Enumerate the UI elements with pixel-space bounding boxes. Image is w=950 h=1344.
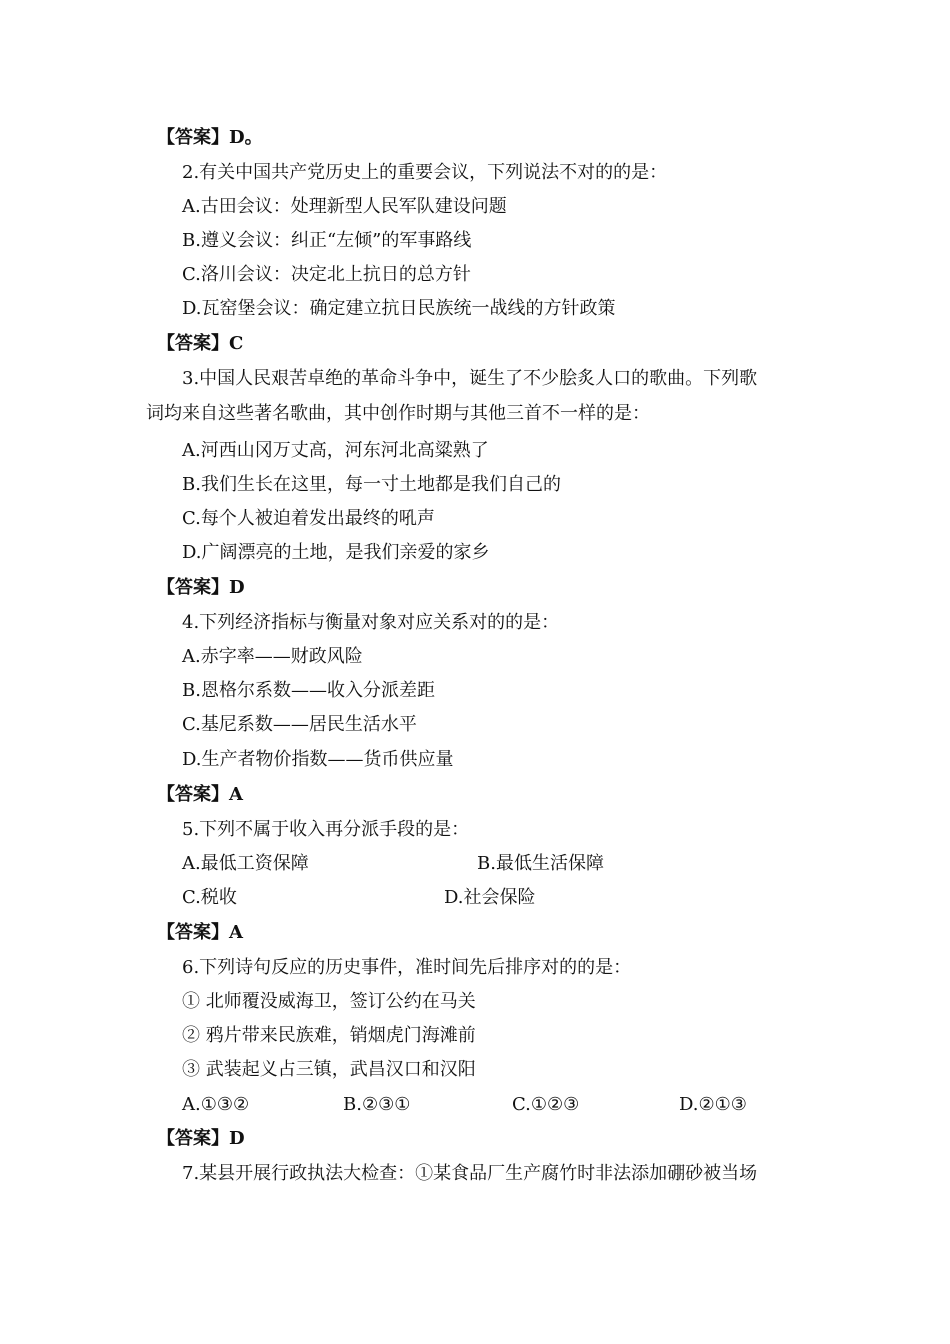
question-4-option-d: D.生产者物价指数——货币供应量 (182, 749, 454, 770)
answer-label: 【答案】 (157, 577, 229, 598)
question-4-option-a: A.赤字率——财政风险 (182, 646, 363, 667)
question-3-stem-line-2: 词均来自这些著名歌曲，其中创作时期与其他三首不一样的是： (146, 403, 650, 424)
answer-value: C (229, 333, 244, 354)
question-3-option-d: D.广阔漂亮的土地，是我们亲爱的家乡 (182, 542, 490, 563)
answer-5 (157, 921, 243, 945)
question-6-item-3: ③ 武装起义占三镇，武昌汉口和汉阳 (182, 1059, 476, 1080)
answer-4 (157, 783, 243, 807)
question-4-option-c: C.基尼系数——居民生活水平 (182, 714, 417, 735)
question-6-item-1: ① 北师覆没威海卫，签订公约在马关 (182, 991, 476, 1012)
question-6-option-d: D.②①③ (679, 1094, 747, 1115)
question-3-stem-line-1: 3.中国人民艰苦卓绝的革命斗争中，诞生了不少脍炙人口的歌曲。下列歌 (182, 368, 758, 389)
question-2-option-d: D.瓦窑堡会议：确定建立抗日民族统一战线的方针政策 (182, 298, 616, 319)
answer-label: 【答案】 (157, 1128, 229, 1149)
question-2-option-a: A.古田会议：处理新型人民军队建设问题 (182, 196, 507, 217)
question-5-option-c: C.税收 (182, 887, 237, 908)
question-2-stem: 2.有关中国共产党历史上的重要会议，下列说法不对的的是： (182, 162, 668, 183)
question-6-option-b: B.②③① (343, 1094, 411, 1115)
question-2-option-c: C.洛川会议：决定北上抗日的总方针 (182, 264, 471, 285)
question-3-option-b: B.我们生长在这里，每一寸土地都是我们自己的 (182, 474, 561, 495)
question-2-option-b: B.遵义会议：纠正“左倾”的军事路线 (182, 230, 472, 251)
question-6-option-c: C.①②③ (512, 1094, 580, 1115)
answer-label: 【答案】 (157, 127, 229, 148)
answer-2 (157, 332, 243, 356)
answer-1 (157, 126, 263, 150)
answer-label: 【答案】 (157, 333, 229, 354)
question-5-option-a: A.最低工资保障 (182, 853, 309, 874)
question-7-stem: 7.某县开展行政执法大检查：①某食品厂生产腐竹时非法添加硼砂被当场 (182, 1163, 758, 1184)
answer-label: 【答案】 (157, 784, 229, 805)
answer-6 (157, 1127, 245, 1151)
question-3-option-c: C.每个人被迫着发出最终的吼声 (182, 508, 435, 529)
question-6-item-2: ② 鸦片带来民族难，销烟虎门海滩前 (182, 1025, 476, 1046)
question-5-option-d: D.社会保险 (444, 887, 536, 908)
answer-value: D (229, 1128, 245, 1149)
question-3-option-a: A.河西山冈万丈高，河东河北高粱熟了 (182, 440, 489, 461)
answer-value: D (229, 577, 245, 598)
answer-value: D。 (229, 127, 263, 148)
question-6-stem: 6.下列诗句反应的历史事件，准时间先后排序对的的是： (182, 957, 632, 978)
question-4-option-b: B.恩格尔系数——收入分派差距 (182, 680, 435, 701)
question-5-option-b: B.最低生活保障 (477, 853, 604, 874)
question-5-stem: 5.下列不属于收入再分派手段的是： (182, 819, 470, 840)
question-4-stem: 4.下列经济指标与衡量对象对应关系对的的是： (182, 612, 560, 633)
answer-value: A (229, 784, 243, 805)
question-6-option-a: A.①③② (182, 1094, 250, 1115)
answer-label: 【答案】 (157, 922, 229, 943)
answer-value: A (229, 922, 243, 943)
answer-3 (157, 576, 245, 600)
